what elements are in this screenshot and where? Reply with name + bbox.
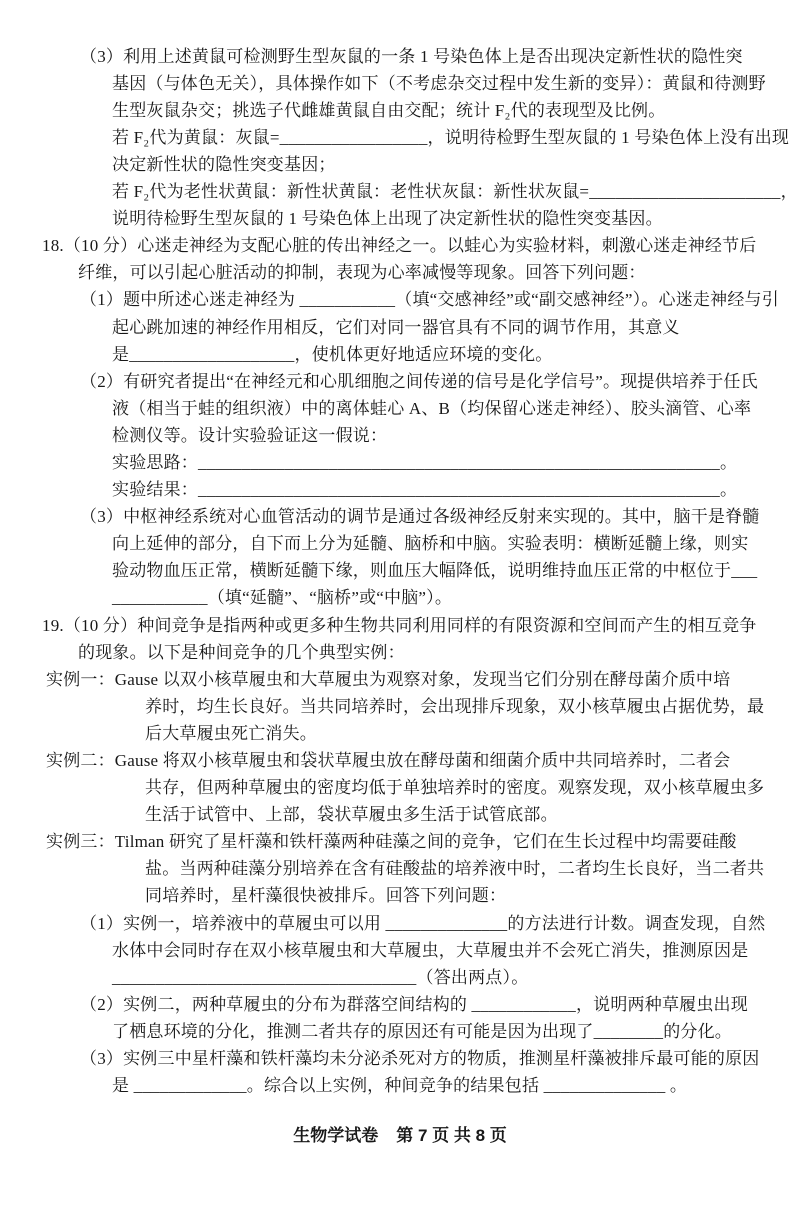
text-line: 实例三：Tilman 研究了星杆藻和铁杆藻两种硅藻之间的竞争，它们在生长过程中均需要硅酸 (46, 832, 737, 851)
text-line: 决定新性状的隐性突变基因； (112, 155, 336, 174)
text-line: 若 F₂代为黄鼠：灰鼠=_________________，说明待检野生型灰鼠的 1 号染色体上没有出现 (112, 128, 790, 147)
text-line: （3）实例三中星杆藻和铁杆藻均未分泌杀死对方的物质，推测星杆藻被排斥最可能的原因 (80, 1049, 760, 1068)
text-line: 水体中会同时存在双小核草履虫和大草履虫，大草履虫并不会死亡消失，推测原因是 (112, 941, 749, 960)
text-line: 实验思路：____________________________________________________________。 (112, 453, 738, 472)
footer-page-info: 第 7 页 共 8 页 (396, 1126, 507, 1145)
text-line: 是___________________，使机体更好地适应环境的变化。 (112, 345, 553, 364)
page-footer (0, 1121, 800, 1146)
text-line: 生型灰鼠杂交；挑选子代雌雄黄鼠自由交配；统计 F₂代的表现型及比例。 (112, 101, 666, 120)
text-line: 共存，但两种草履虫的密度均低于单独培养时的密度。观察发现，双小核草履虫多 (145, 778, 765, 797)
text-line: ___________（填“延髓”、“脑桥”或“中脑”）。 (112, 588, 453, 607)
text-line: 的现象。以下是种间竞争的几个典型实例： (78, 643, 405, 662)
text-line: （1）实例一，培养液中的草履虫可以用 ______________的方法进行计数。调查发现，自然 (80, 914, 766, 933)
text-line: 是 _____________。综合以上实例，种间竞争的结果包括 ______________ 。 (112, 1076, 688, 1095)
text-line: （3）中枢神经系统对心血管活动的调节是通过各级神经反射来实现的。其中，脑干是脊髓 (80, 507, 760, 526)
text-line: 实例一：Gause 以双小核草履虫和大草履虫为观察对象，发现当它们分别在酵母菌介质中培 (46, 670, 731, 689)
text-line: 实例二：Gause 将双小核草履虫和袋状草履虫放在酵母菌和细菌介质中共同培养时，二者会 (46, 751, 731, 770)
text-line: （3）利用上述黄鼠可检测野生型灰鼠的一条 1 号染色体上是否出现决定新性状的隐性突 (80, 47, 743, 66)
text-line: （1）题中所述心迷走神经为 ___________（填“交感神经”或“副交感神经”）。心迷走神经与引 (80, 290, 779, 309)
text-line: 起心跳加速的神经作用相反，它们对同一器官具有不同的调节作用，其意义 (112, 318, 680, 337)
text-line: 盐。当两种硅藻分别培养在含有硅酸盐的培养液中时，二者均生长良好，当二者共 (145, 859, 765, 878)
text-line: 18.（10 分）心迷走神经为支配心脏的传出神经之一。以蛙心为实验材料，刺激心迷走神经节后 (42, 236, 757, 255)
text-line: 了栖息环境的分化，推测二者共存的原因还有可能是因为出现了________的分化。 (112, 1022, 732, 1041)
text-line: 19.（10 分）种间竞争是指两种或更多种生物共同利用同样的有限资源和空间而产生的相互竞争 (42, 616, 757, 635)
footer-title: 生物学试卷 (293, 1126, 379, 1145)
text-line: （2）有研究者提出“在神经元和心肌细胞之间传递的信号是化学信号”。现提供培养于任氏 (80, 372, 758, 391)
text-line: 基因（与体色无关），具体操作如下（不考虑杂交过程中发生新的变异）：黄鼠和待测野 (112, 74, 766, 93)
text-line: 同培养时，星杆藻很快被排斥。回答下列问题： (145, 886, 507, 905)
text-line: （2）实例二，两种草履虫的分布为群落空间结构的 ____________，说明两种草履虫出现 (80, 995, 748, 1014)
text-line: 实验结果：____________________________________________________________。 (112, 480, 738, 499)
text-line: 养时，均生长良好。当共同培养时，会出现排斥现象，双小核草履虫占据优势，最 (145, 697, 765, 716)
text-line: 后大草履虫死亡消失。 (145, 724, 317, 743)
text-line: 向上延伸的部分，自下而上分为延髓、脑桥和中脑。实验表明：横断延髓上缘，则实 (112, 534, 749, 553)
text-line: 检测仪等。设计实验验证这一假说： (112, 426, 388, 445)
text-line: 液（相当于蛙的组织液）中的离体蛙心 A、B（均保留心迷走神经）、胶头滴管、心率 (112, 399, 752, 418)
text-line: 纤维，可以引起心脏活动的抑制，表现为心率减慢等现象。回答下列问题： (78, 263, 646, 282)
text-line: 生活于试管中、上部，袋状草履虫多生活于试管底部。 (145, 805, 558, 824)
text-line: 若 F₂代为老性状黄鼠：新性状黄鼠：老性状灰鼠：新性状灰鼠=______________________， (112, 182, 798, 201)
text-line: ___________________________________（答出两点）。 (112, 968, 529, 987)
text-line: 说明待检野生型灰鼠的 1 号染色体上出现了决定新性状的隐性突变基因。 (112, 209, 663, 228)
text-line: 验动物血压正常，横断延髓下缘，则血压大幅降低，说明维持血压正常的中枢位于___ (112, 561, 758, 580)
